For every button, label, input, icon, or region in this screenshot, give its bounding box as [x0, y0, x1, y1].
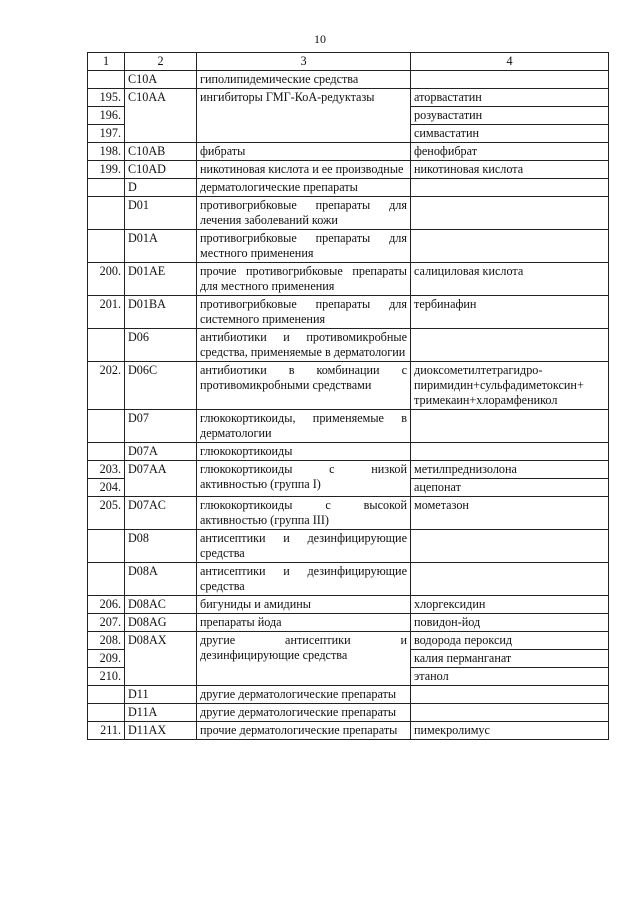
table-row: [88, 71, 609, 89]
atc-code: D11A: [125, 704, 197, 722]
table-row: [88, 197, 609, 230]
group-name: антисептики и дезинфицирующие средства: [197, 530, 411, 563]
group-name: глюкокортикоиды, применяемые в дерматологии: [197, 410, 411, 443]
atc-code: D11: [125, 686, 197, 704]
drug-name: хлоргексидин: [411, 596, 609, 614]
header-col-1: 1: [88, 53, 125, 71]
row-number: [88, 704, 125, 722]
row-number: [88, 197, 125, 230]
atc-code: C10A: [125, 71, 197, 89]
table-row: [88, 179, 609, 197]
row-number: 198.: [88, 143, 125, 161]
drug-classification-table: [87, 52, 609, 740]
drug-name: [411, 410, 609, 443]
drug-name: аторвастатин: [411, 89, 609, 107]
table-row: [88, 461, 609, 479]
atc-code: D11AX: [125, 722, 197, 740]
atc-code: D07: [125, 410, 197, 443]
atc-code: D07AA: [125, 461, 197, 497]
row-number: 209.: [88, 650, 125, 668]
atc-code: D08AX: [125, 632, 197, 686]
drug-name: тербинафин: [411, 296, 609, 329]
table-row: [88, 704, 609, 722]
page-number: 10: [314, 32, 326, 46]
group-name: другие дерматологические препараты: [197, 704, 411, 722]
atc-code: D06C: [125, 362, 197, 410]
row-number: [88, 563, 125, 596]
table-row: [88, 296, 609, 329]
row-number: 210.: [88, 668, 125, 686]
group-name: антибиотики и противомикробные средства, применяемые в дерматологии: [197, 329, 411, 362]
table-row: [88, 722, 609, 740]
table-row: [88, 362, 609, 410]
group-name: глюкокортикоиды с высокой активностью (группа III): [197, 497, 411, 530]
row-number: [88, 179, 125, 197]
row-number: 201.: [88, 296, 125, 329]
row-number: 208.: [88, 632, 125, 650]
drug-name: салициловая кислота: [411, 263, 609, 296]
atc-code: D08A: [125, 563, 197, 596]
group-name: никотиновая кислота и ее производные: [197, 161, 411, 179]
drug-name: [411, 704, 609, 722]
group-name: глюкокортикоиды с низкой активностью (группа I): [197, 461, 411, 497]
row-number: 199.: [88, 161, 125, 179]
group-name: другие антисептики и дезинфицирующие средства: [197, 632, 411, 686]
table-header-row: [88, 53, 609, 71]
table-row: [88, 686, 609, 704]
table-row: [88, 263, 609, 296]
row-number: 207.: [88, 614, 125, 632]
row-number: [88, 230, 125, 263]
drug-name: повидон-йод: [411, 614, 609, 632]
group-name: препараты йода: [197, 614, 411, 632]
group-name: другие дерматологические препараты: [197, 686, 411, 704]
group-name: прочие дерматологические препараты: [197, 722, 411, 740]
group-name: антисептики и дезинфицирующие средства: [197, 563, 411, 596]
atc-code: D08: [125, 530, 197, 563]
drug-name: [411, 530, 609, 563]
header-col-3: 3: [197, 53, 411, 71]
drug-name: калия перманганат: [411, 650, 609, 668]
row-number: 197.: [88, 125, 125, 143]
group-name: антибиотики в комбинации с противомикробными средствами: [197, 362, 411, 410]
group-name: дерматологические препараты: [197, 179, 411, 197]
table-row: [88, 632, 609, 650]
drug-name: этанол: [411, 668, 609, 686]
drug-name: пимекролимус: [411, 722, 609, 740]
row-number: 211.: [88, 722, 125, 740]
drug-name: [411, 230, 609, 263]
group-name: ингибиторы ГМГ-КоА-редуктазы: [197, 89, 411, 143]
atc-code: D06: [125, 329, 197, 362]
table-row: [88, 143, 609, 161]
row-number: [88, 530, 125, 563]
drug-name: [411, 686, 609, 704]
atc-code: D: [125, 179, 197, 197]
row-number: 200.: [88, 263, 125, 296]
group-name: глюкокортикоиды: [197, 443, 411, 461]
atc-code: D08AC: [125, 596, 197, 614]
atc-code: D07AC: [125, 497, 197, 530]
atc-code: C10AD: [125, 161, 197, 179]
atc-code: D07A: [125, 443, 197, 461]
header-col-2: 2: [125, 53, 197, 71]
drug-name: [411, 563, 609, 596]
row-number: 206.: [88, 596, 125, 614]
row-number: [88, 329, 125, 362]
group-name: фибраты: [197, 143, 411, 161]
row-number: [88, 686, 125, 704]
row-number: [88, 71, 125, 89]
drug-name: розувастатин: [411, 107, 609, 125]
drug-name: ацепонат: [411, 479, 609, 497]
table-row: [88, 497, 609, 530]
group-name: противогрибковые препараты для лечения заболеваний кожи: [197, 197, 411, 230]
group-name: прочие противогрибковые препараты для местного применения: [197, 263, 411, 296]
table-row: [88, 410, 609, 443]
drug-name: [411, 197, 609, 230]
row-number: 202.: [88, 362, 125, 410]
table-row: [88, 161, 609, 179]
atc-code: D08AG: [125, 614, 197, 632]
table-row: [88, 614, 609, 632]
table-row: [88, 563, 609, 596]
atc-code: D01BA: [125, 296, 197, 329]
drug-name: [411, 179, 609, 197]
row-number: [88, 410, 125, 443]
atc-code: D01AE: [125, 263, 197, 296]
drug-name: никотиновая кислота: [411, 161, 609, 179]
drug-name: [411, 443, 609, 461]
drug-name: [411, 71, 609, 89]
row-number: 195.: [88, 89, 125, 107]
atc-code: C10AB: [125, 143, 197, 161]
atc-code: D01: [125, 197, 197, 230]
table-row: [88, 443, 609, 461]
atc-code: C10AA: [125, 89, 197, 143]
group-name: противогрибковые препараты для местного применения: [197, 230, 411, 263]
atc-code: D01A: [125, 230, 197, 263]
drug-name: [411, 329, 609, 362]
drug-name: водорода пероксид: [411, 632, 609, 650]
drug-name: диоксометилтетрагидро-пиримидин+сульфадиметоксин+ тримекаин+хлорамфеникол: [411, 362, 609, 410]
row-number: 204.: [88, 479, 125, 497]
drug-name: фенофибрат: [411, 143, 609, 161]
row-number: 203.: [88, 461, 125, 479]
group-name: гиполипидемические средства: [197, 71, 411, 89]
table-row: [88, 530, 609, 563]
drug-name: симвастатин: [411, 125, 609, 143]
table-row: [88, 89, 609, 107]
row-number: 196.: [88, 107, 125, 125]
drug-name: метилпреднизолона: [411, 461, 609, 479]
row-number: [88, 443, 125, 461]
table-row: [88, 596, 609, 614]
group-name: бигуниды и амидины: [197, 596, 411, 614]
row-number: 205.: [88, 497, 125, 530]
drug-name: мометазон: [411, 497, 609, 530]
table-row: [88, 230, 609, 263]
header-col-4: 4: [411, 53, 609, 71]
group-name: противогрибковые препараты для системного применения: [197, 296, 411, 329]
table-row: [88, 329, 609, 362]
